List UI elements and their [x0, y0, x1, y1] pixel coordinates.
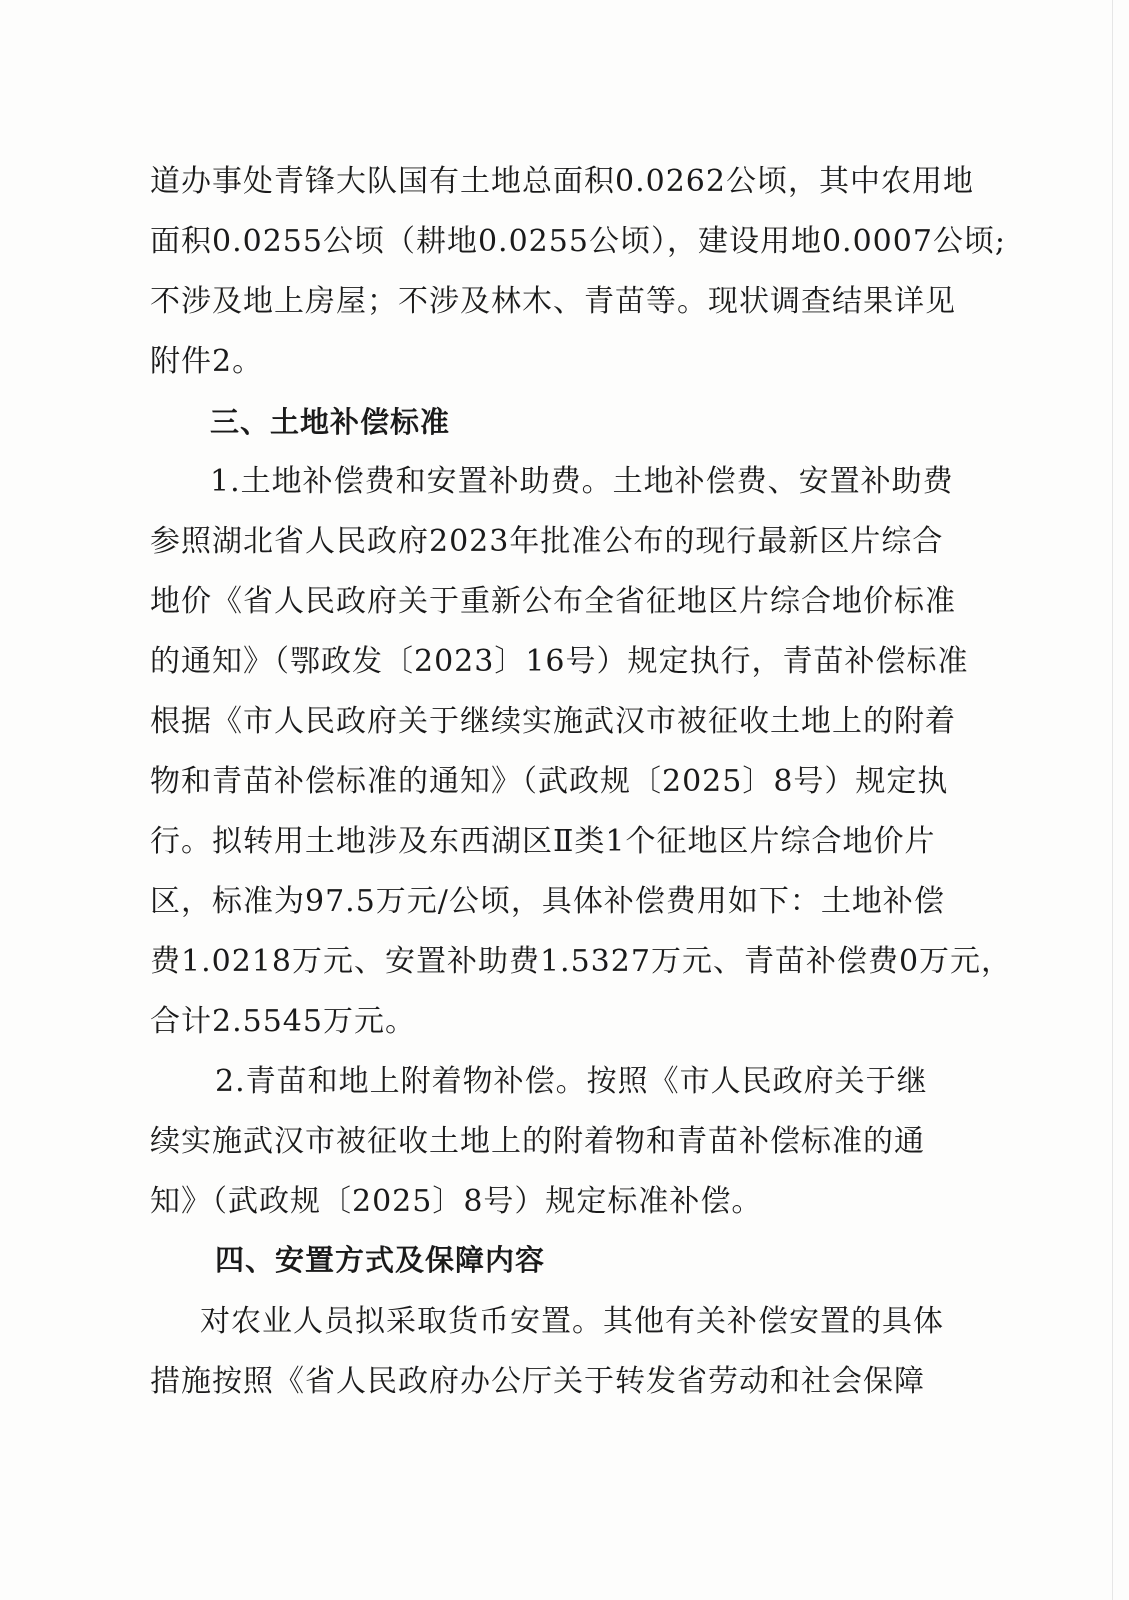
- body-line: 1.土地补偿费和安置补助费。土地补偿费、安置补助费: [210, 464, 954, 499]
- body-line: 行。拟转用土地涉及东西湖区Ⅱ类1个征地区片综合地价片: [150, 824, 936, 859]
- body-line: 面积0.0255公顷（耕地0.0255公顷），建设用地0.0007公顷;: [150, 224, 1007, 259]
- body-line: 2.青苗和地上附着物补偿。按照《市人民政府关于继: [215, 1064, 928, 1099]
- section-heading-3: 三、土地补偿标准: [210, 405, 451, 439]
- body-line: 根据《市人民政府关于继续实施武汉市被征收土地上的附着: [150, 704, 956, 739]
- body-line: 区，标准为97.5万元/公顷，具体补偿费用如下：土地补偿: [150, 884, 945, 919]
- body-line: 合计2.5545万元。: [150, 1004, 416, 1039]
- body-line: 道办事处青锋大队国有土地总面积0.0262公顷，其中农用地: [150, 164, 974, 199]
- body-line: 物和青苗补偿标准的通知》（武政规〔2025〕8号）规定执: [150, 764, 949, 799]
- body-line: 的通知》（鄂政发〔2023〕16号）规定执行，青苗补偿标准: [150, 644, 969, 679]
- body-line: 参照湖北省人民政府2023年批准公布的现行最新区片综合: [150, 524, 944, 559]
- body-line: 地价《省人民政府关于重新公布全省征地区片综合地价标准: [150, 584, 956, 619]
- body-line: 续实施武汉市被征收土地上的附着物和青苗补偿标准的通: [150, 1124, 925, 1159]
- body-line: 费1.0218万元、安置补助费1.5327万元、青苗补偿费0万元，: [150, 944, 1013, 979]
- body-line: 对农业人员拟采取货币安置。其他有关补偿安置的具体: [200, 1304, 944, 1339]
- scan-edge-divider: [1112, 0, 1113, 1600]
- body-line: 知》（武政规〔2025〕8号）规定标准补偿。: [150, 1184, 763, 1219]
- body-line: 措施按照《省人民政府办公厅关于转发省劳动和社会保障: [150, 1364, 925, 1399]
- body-line: 附件2。: [150, 344, 264, 379]
- body-line: 不涉及地上房屋；不涉及林木、青苗等。现状调查结果详见: [150, 284, 956, 319]
- section-heading-4: 四、安置方式及保障内容: [215, 1243, 546, 1277]
